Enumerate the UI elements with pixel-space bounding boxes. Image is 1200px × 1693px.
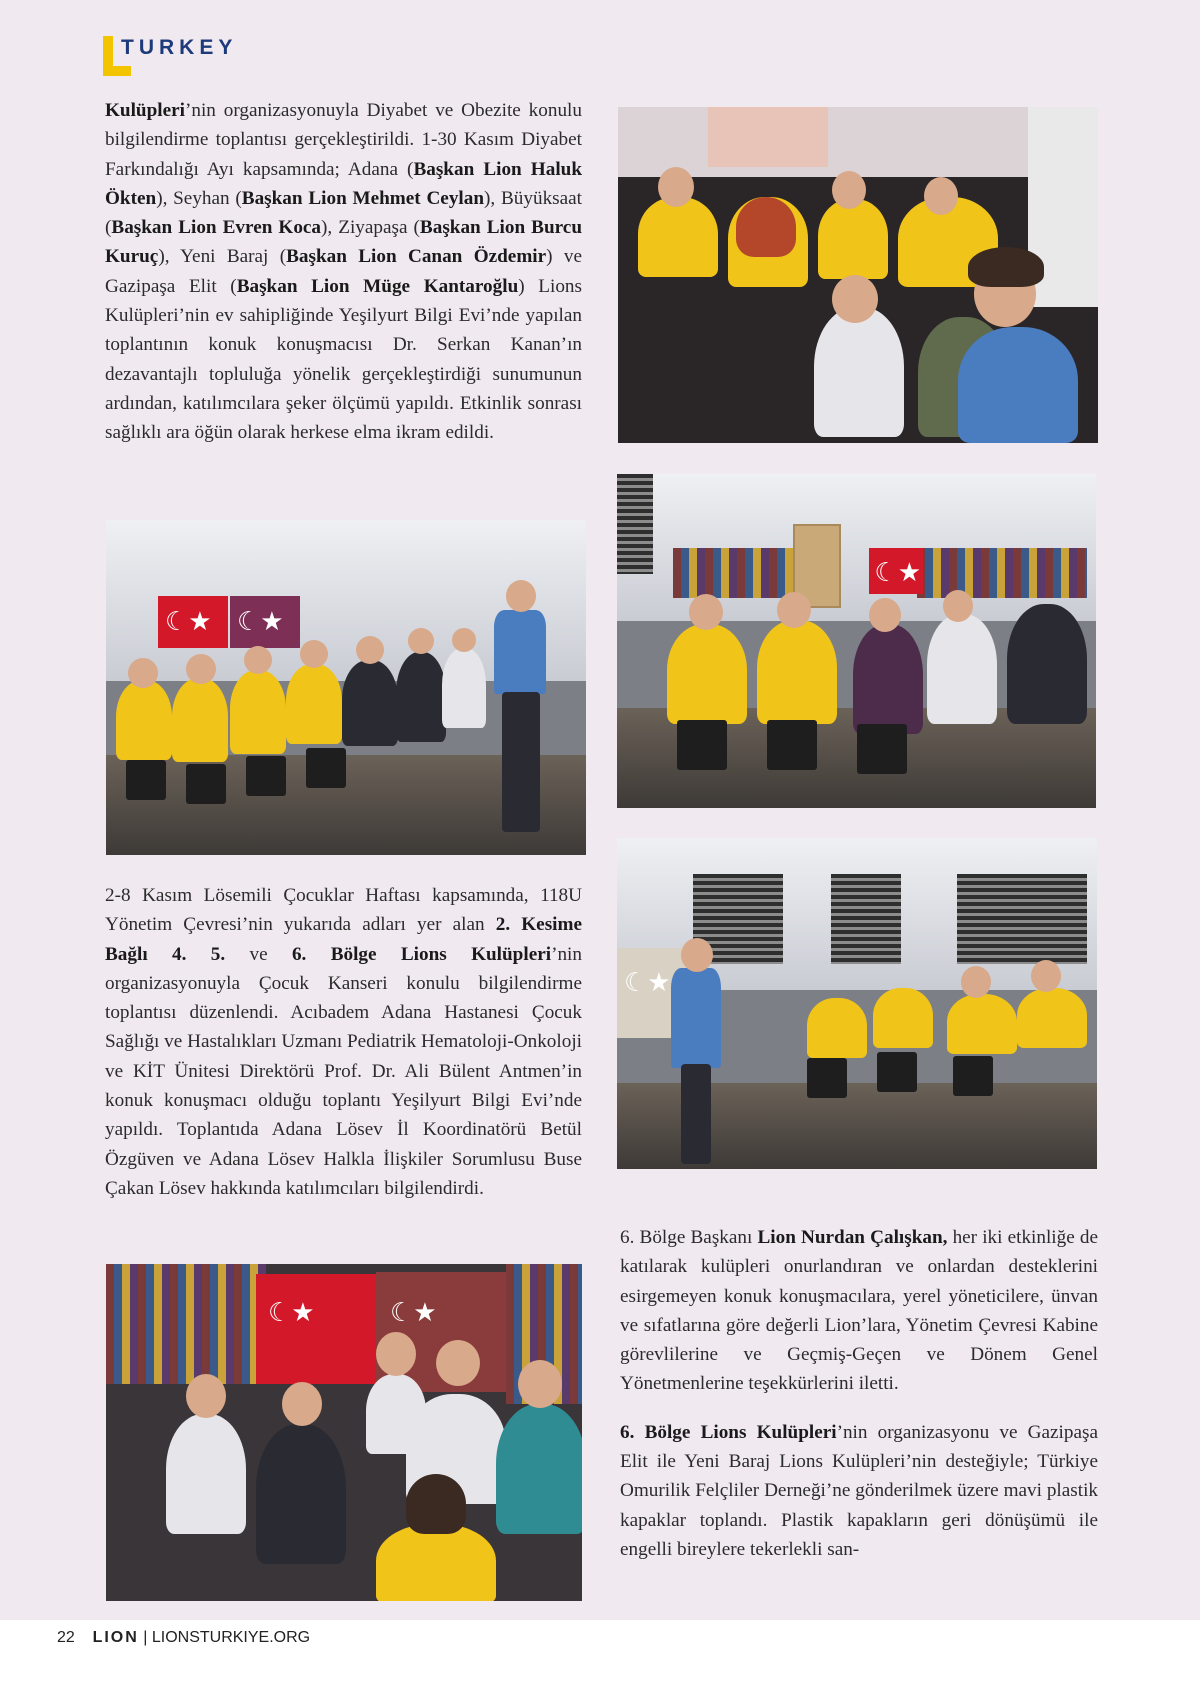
photo-seated-women (618, 107, 1098, 443)
page-footer (57, 1628, 310, 1648)
bold-text-run: 6. Bölge Lions Kulüpleri (291, 943, 552, 965)
left-paragraph-1 (105, 96, 582, 448)
turkey-section-logo (103, 36, 243, 78)
photo-presentation-audience (106, 520, 586, 855)
bold-text-run: Başkan Lion Müge Kantaroğlu (236, 275, 519, 297)
photo-audience-closeup (106, 1264, 582, 1601)
text-run: ), Ziyapaşa ( (321, 217, 420, 239)
photo-audience-yellow-vests (617, 474, 1096, 808)
left-paragraph-2 (105, 881, 582, 1203)
footer-website-link[interactable]: LIONSTURKIYE.ORG (151, 1629, 311, 1646)
text-run: ’nin organizasyonuyla Diyabet ve Obezite konulu bilgilendirme toplantısı gerçekleştirildi. 1-30 Kasım Diyabet Farkındalığı Ayı kapsamında; Adana ( (105, 100, 582, 180)
footer-separator: | (143, 1629, 148, 1646)
text-run: ) ve Gazipaşa Elit ( (105, 246, 582, 297)
section-label: TURKEY (121, 36, 238, 59)
photo-speaker-audience (617, 838, 1097, 1169)
text-run: ’nin organizasyonu ve Gazipaşa Elit ile Yeni Baraj Lions Kulüpleri’nin desteğiyle; Türkiye Omurilik Felçliler Derneği’ne gönderilmek üzere mavi plastik kapaklar toplandı. Plastik kapakların geri dönüşümü ile engelli bireylere tekerlekli san- (620, 1421, 1098, 1560)
text-run: 6. Bölge Başkanı (620, 1227, 758, 1248)
text-run: ) Lions Kulüpleri’nin ev sahipliğinde Yeşilyurt Bilgi Evi’nde yapılan toplantının konuk konuşmacısı Dr. Serkan Kanan’ın dezavantajlı topluluğa yönelik gerçekleştirdiği sunumunun ardından, katılımcılara şeker ölçümü yapıldı. Etkinlik sonrası sağlıklı ara öğün olarak herkese elma ikram edildi. (105, 275, 582, 444)
right-para-1 (620, 1223, 1098, 1399)
page-number: 22 (57, 1629, 75, 1646)
bold-text-run: Kulüpleri (105, 100, 185, 121)
text-run: ), Seyhan ( (156, 187, 242, 209)
bold-text-run: Lion Nurdan Çalışkan, (757, 1227, 948, 1248)
text-run: ), Yeni Baraj ( (158, 246, 287, 268)
right-para-2 (620, 1418, 1098, 1564)
bold-text-run: 2. Kesime Bağlı 4. 5. (105, 914, 582, 965)
left-para-1 (105, 96, 582, 448)
text-run: her iki etkinliğe de katılarak kulüpleri onurlandıran ve onlardan desteklerini esirgemeyen konuk konuşmacılara, yerel yöneticilere, ünvan ve sıfatlarına göre değerli Lion’lara, Yönetim Çevresi Kabine görevlilerine ve Geçmiş-Geçen ve Dönem Genel Yönetmenlerine teşekkürlerini iletti. (620, 1227, 1098, 1395)
footer-brand: LION (92, 1629, 139, 1646)
bold-text-run: Başkan Lion Haluk Ökten (105, 158, 582, 209)
bold-text-run: Başkan Lion Evren Koca (111, 217, 322, 239)
text-run: 2-8 Kasım Lösemili Çocuklar Haftası kapsamında, 118U Yönetim Çevresi’nin yukarıda adları yer alan (105, 885, 582, 936)
text-run: ), Büyüksaat ( (105, 187, 582, 239)
text-run: ve (225, 943, 292, 965)
right-column-text (620, 1223, 1098, 1564)
bold-text-run: Başkan Lion Canan Özdemir (286, 246, 547, 268)
bold-text-run: 6. Bölge Lions Kulüpleri (620, 1421, 837, 1443)
left-para-2 (105, 881, 582, 1203)
text-run: ’nin organizasyonuyla Çocuk Kanseri konulu bilgilendirme toplantısı düzenlendi. Acıbadem Adana Hastanesi Çocuk Sağlığı ve Hastalıkları Uzmanı Pediatrik Hematoloji-Onkoloji ve KİT Ünitesi Direktörü Prof. Dr. Ali Bülent Antmen’in konuk konuşmacı olduğu toplantı Yeşilyurt Bilgi Evi’nde yapıldı. Toplantıda Adana Lösev İl Koordinatörü Betül Özgüven ve Adana Lösev Halkla İlişkiler Sorumlusu Buse Çakan Lösev hakkında katılımcıları bilgilendirdi. (105, 943, 582, 1199)
bold-text-run: Başkan Lion Mehmet Ceylan (241, 187, 485, 209)
bold-text-run: Başkan Lion Burcu Kuruç (105, 217, 582, 268)
